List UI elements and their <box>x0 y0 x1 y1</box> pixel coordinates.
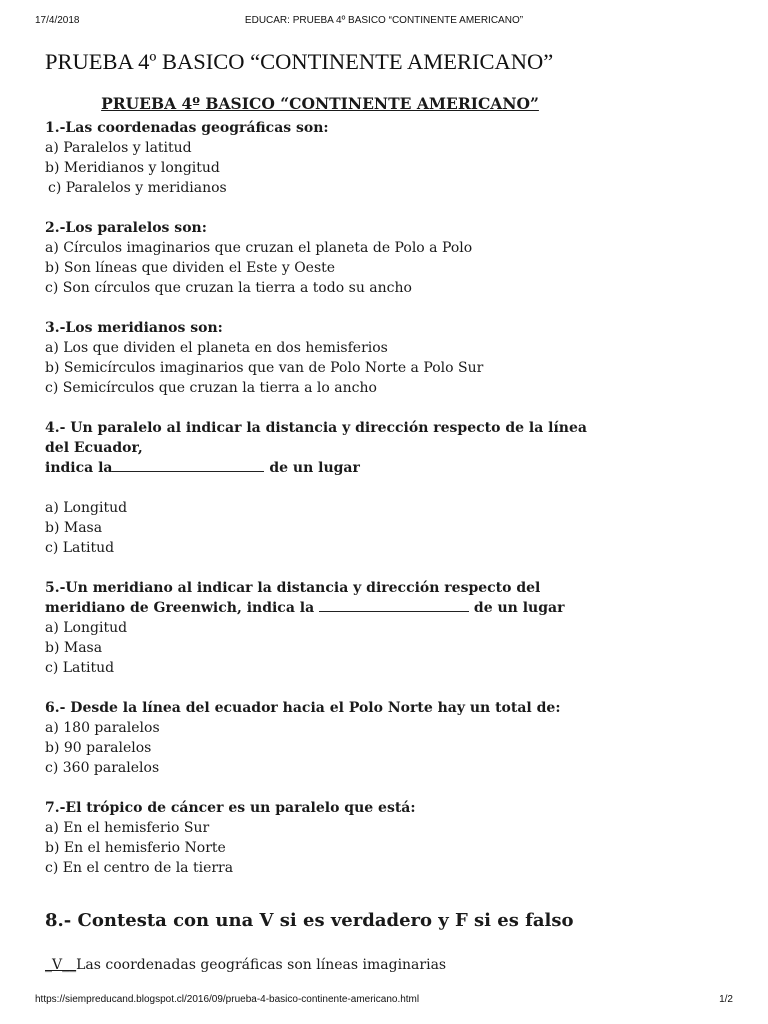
option-a: a) Círculos imaginarios que cruzan el planeta de Polo a Polo <box>45 240 473 256</box>
question-5 <box>45 578 645 678</box>
question-7 <box>45 798 645 878</box>
question-text: 3.-Los meridianos son: <box>45 320 223 336</box>
print-footer <box>0 994 768 1010</box>
question-2 <box>45 218 645 298</box>
page-title: PRUEBA 4º BASICO “CONTINENTE AMERICANO” <box>45 49 554 74</box>
option-c: c) En el centro de la tierra <box>45 860 234 876</box>
question-text-line-3 <box>45 458 645 478</box>
question-text-before-blank: indica la <box>45 460 113 476</box>
source-url: https://siempreducand.blogspot.cl/2016/09/prueba-4-basico-continente-americano.html <box>35 994 420 1005</box>
option-a: a) Paralelos y latitud <box>45 140 192 156</box>
option-b: b) Son líneas que dividen el Este y Oeste <box>45 260 336 276</box>
question-text-before-blank: meridiano de Greenwich, indica la <box>45 600 320 616</box>
option-c: c) Latitud <box>45 540 115 556</box>
option-a: a) Longitud <box>45 500 128 516</box>
question-text: 2.-Los paralelos son: <box>45 220 207 236</box>
questions-list <box>45 118 645 898</box>
page-number: 1/2 <box>719 994 733 1005</box>
question-text-line-2: del Ecuador, <box>45 440 143 456</box>
spacer <box>45 478 645 498</box>
option-c: c) Latitud <box>45 660 115 676</box>
answer-blank <box>112 459 264 472</box>
question-text: 1.-Las coordenadas geográficas son: <box>45 120 329 136</box>
question-text-after-blank: de un lugar <box>264 460 360 476</box>
question-text-line-2 <box>45 598 645 618</box>
question-text-line-1: 4.- Un paralelo al indicar la distancia y dirección respecto de la línea <box>45 420 587 436</box>
option-b: b) Masa <box>45 640 103 656</box>
question-8-title: 8.- Contesta con una V si es verdadero y F si es falso <box>45 910 574 931</box>
option-b: b) En el hemisferio Norte <box>45 840 226 856</box>
option-a: a) Longitud <box>45 620 128 636</box>
option-a: a) En el hemisferio Sur <box>45 820 210 836</box>
true-false-answer: _V__ <box>45 957 77 973</box>
option-a: a) Los que dividen el planeta en dos hemisferios <box>45 340 388 356</box>
question-3 <box>45 318 645 398</box>
option-b: b) Masa <box>45 520 103 536</box>
print-date: 17/4/2018 <box>35 15 80 26</box>
option-b: b) 90 paralelos <box>45 740 152 756</box>
true-false-statement: Las coordenadas geográficas son líneas imaginarias <box>76 957 447 973</box>
option-a: a) 180 paralelos <box>45 720 160 736</box>
true-false-item <box>45 955 446 975</box>
question-text-after-blank: de un lugar <box>469 600 565 616</box>
test-subtitle: PRUEBA 4º BASICO “CONTINENTE AMERICANO” <box>101 94 539 113</box>
question-1 <box>45 118 645 198</box>
question-6 <box>45 698 645 778</box>
option-c: c) 360 paralelos <box>45 760 160 776</box>
option-b: b) Meridianos y longitud <box>45 160 220 176</box>
print-header <box>0 15 768 31</box>
answer-blank <box>319 599 469 612</box>
question-text-line-1: 5.-Un meridiano al indicar la distancia y dirección respecto del <box>45 580 541 596</box>
option-b: b) Semicírculos imaginarios que van de Polo Norte a Polo Sur <box>45 360 484 376</box>
question-4 <box>45 418 645 558</box>
option-c: c) Semicírculos que cruzan la tierra a lo ancho <box>45 380 377 396</box>
question-text: 7.-El trópico de cáncer es un paralelo que está: <box>45 800 416 816</box>
question-text: 6.- Desde la línea del ecuador hacia el Polo Norte hay un total de: <box>45 700 561 716</box>
option-c: c) Paralelos y meridianos <box>48 180 227 196</box>
option-c: c) Son círculos que cruzan la tierra a todo su ancho <box>45 280 412 296</box>
print-header-title: EDUCAR: PRUEBA 4º BASICO “CONTINENTE AMERICANO” <box>244 15 524 26</box>
